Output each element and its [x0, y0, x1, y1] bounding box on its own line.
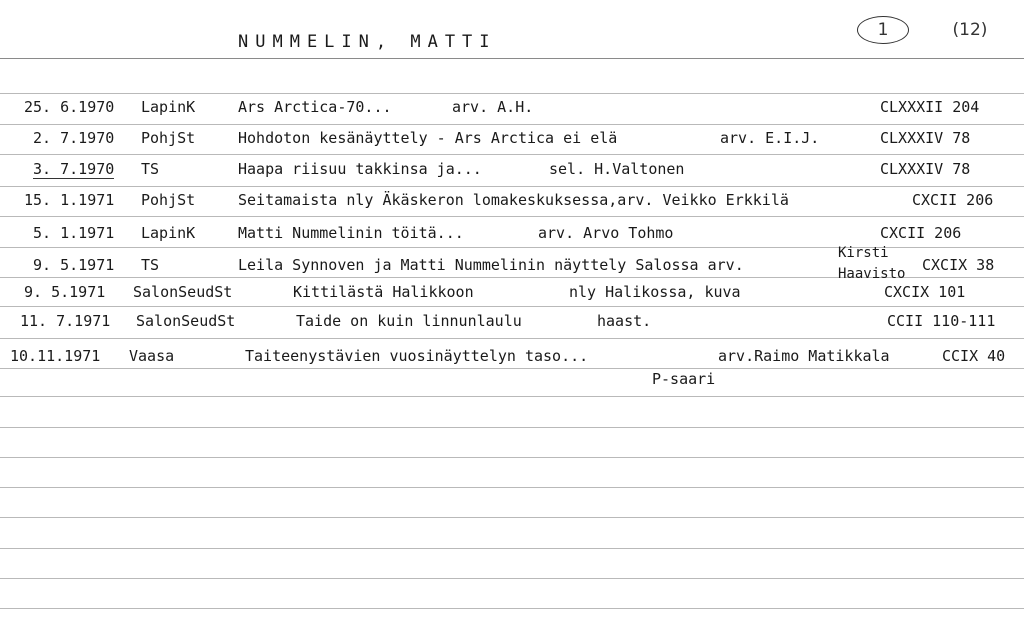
ruled-line [0, 548, 1024, 549]
ruled-line [0, 487, 1024, 488]
entry-author: haast. [597, 312, 652, 330]
entry-date: 5. 1.1971 [33, 224, 115, 242]
entry-date: 25. 6.1970 [24, 98, 115, 116]
entry-author-last-name: Haavisto [838, 266, 906, 282]
ruled-line [0, 93, 1024, 94]
entry-date: 2. 7.1970 [33, 129, 115, 147]
entry-date: 3. 7.1970 [33, 160, 115, 178]
entry-title: Leila Synnoven ja Matti Nummelinin näyttely Salossa arv. [238, 256, 744, 274]
entry-ref: CCIX 40 [942, 347, 1006, 365]
entry-date: 9. 5.1971 [33, 256, 115, 274]
entry-source: PohjSt [141, 191, 196, 209]
entry-title: Taiteenystävien vuosinäyttelyn taso... [245, 347, 589, 365]
ruled-line [0, 427, 1024, 428]
ruled-line [0, 124, 1024, 125]
entry-date: 9. 5.1971 [24, 283, 106, 301]
entry-source: Vaasa [129, 347, 175, 365]
entry-ref: CXCIX 38 [922, 256, 995, 274]
ruled-line [0, 517, 1024, 518]
entry-date: 10.11.1971 [10, 347, 101, 365]
ruled-line [0, 368, 1024, 369]
entry-ref: CLXXXIV 78 [880, 129, 971, 147]
entry-source: LapinK [141, 224, 196, 242]
entry-ref: CXCII 206 [880, 224, 962, 242]
entry-date: 11. 7.1971 [20, 312, 111, 330]
entry-source: PohjSt [141, 129, 196, 147]
entry-author: nly Halikossa, kuva [569, 283, 741, 301]
entry-author: arv. A.H. [452, 98, 534, 116]
entry-author: arv. E.I.J. [720, 129, 820, 147]
entry-title: Seitamaista nly Äkäskeron lomakeskuksessa,arv. Veikko Erkkilä [238, 191, 789, 209]
ruled-line [0, 154, 1024, 155]
entry-title: Ars Arctica-70... [238, 98, 392, 116]
entry-ref: CXCII 206 [912, 191, 994, 209]
entry-date: 15. 1.1971 [24, 191, 115, 209]
entry-source: TS [141, 160, 160, 178]
header-rule [0, 58, 1024, 59]
entry-source: TS [141, 256, 160, 274]
entry-ref: CLXXXIV 78 [880, 160, 971, 178]
ruled-line [0, 216, 1024, 217]
entry-author-first-name: Kirsti [838, 245, 889, 261]
ruled-line [0, 396, 1024, 397]
entry-ref: CXCIX 101 [884, 283, 966, 301]
ruled-line [0, 578, 1024, 579]
ruled-line [0, 186, 1024, 187]
entry-title: Haapa riisuu takkinsa ja... [238, 160, 482, 178]
entry-title: Kittilästä Halikkoon [293, 283, 474, 301]
parenthesized-number: (12) [952, 20, 988, 40]
entry-source: SalonSeudSt [136, 312, 236, 330]
ruled-line [0, 338, 1024, 339]
ruled-line [0, 306, 1024, 307]
entry-author: sel. H.Valtonen [549, 160, 685, 178]
entry-source: LapinK [141, 98, 196, 116]
entry-title: Taide on kuin linnunlaulu [296, 312, 522, 330]
circled-number: 1 [857, 16, 909, 44]
entry-title: Hohdoton kesänäyttely - Ars Arctica ei elä [238, 129, 618, 147]
card-title: NUMMELIN, MATTI [238, 32, 497, 52]
ruled-line [0, 608, 1024, 609]
entry-author: arv.Raimo Matikkala [718, 347, 890, 365]
entry-extra-note: P-saari [652, 370, 716, 388]
ruled-line [0, 457, 1024, 458]
entry-source: SalonSeudSt [133, 283, 233, 301]
entry-title: Matti Nummelinin töitä... [238, 224, 464, 242]
entry-ref: CLXXXII 204 [880, 98, 980, 116]
entry-author: arv. Arvo Tohmo [538, 224, 674, 242]
entry-ref: CCII 110-111 [887, 312, 996, 330]
